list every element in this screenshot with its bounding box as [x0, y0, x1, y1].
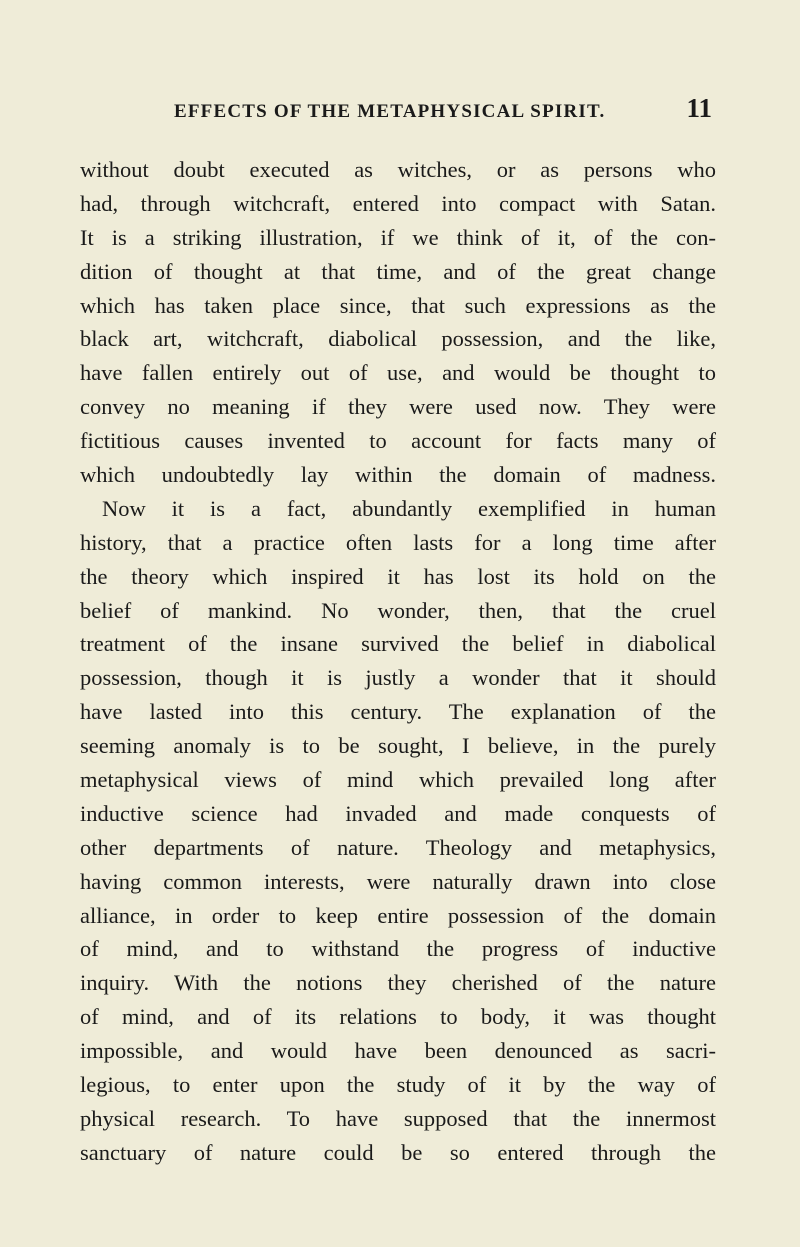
- text-line: black art, witchcraft, diabolical possession, and the like,: [80, 326, 716, 352]
- text-line: of mind, and of its relations to body, it was thought: [80, 1004, 716, 1030]
- text-line: alliance, in order to keep entire possession of the domain: [80, 902, 716, 928]
- text-line: fictitious causes invented to account for facts many of: [80, 428, 716, 454]
- text-line: have lasted into this century. The explanation of the: [80, 699, 716, 725]
- running-title: EFFECTS OF THE METAPHYSICAL SPIRIT.: [174, 101, 606, 122]
- text-line: without doubt executed as witches, or as persons who: [80, 157, 716, 182]
- body-text: [80, 153, 716, 1170]
- text-line: seeming anomaly is to be sought, I believe, in the purely: [80, 733, 716, 759]
- running-head: [80, 93, 712, 129]
- text-line: inductive science had invaded and made conquests of: [80, 800, 716, 826]
- text-line: had, through witchcraft, entered into compact with Satan.: [80, 190, 716, 216]
- text-line: other departments of nature. Theology and metaphysics,: [80, 834, 716, 860]
- text-line: belief of mankind. No wonder, then, that the cruel: [80, 597, 716, 623]
- text-line: convey no meaning if they were used now. They were: [80, 394, 716, 420]
- text-line: dition of thought at that time, and of the great change: [80, 258, 716, 284]
- text-line: which undoubtedly lay within the domain of madness.: [80, 462, 716, 488]
- text-line: impossible, and would have been denounced as sacri-: [80, 1038, 716, 1064]
- text-line: history, that a practice often lasts for a long time after: [80, 529, 716, 555]
- text-line: which has taken place since, that such expressions as the: [80, 292, 716, 318]
- page-number: 11: [686, 93, 712, 123]
- text-line: the theory which inspired it has lost its hold on the: [80, 563, 716, 589]
- text-line: treatment of the insane survived the belief in diabolical: [80, 631, 716, 657]
- text-line: have fallen entirely out of use, and would be thought to: [80, 360, 716, 386]
- text-line: It is a striking illustration, if we think of it, of the con-: [80, 224, 716, 250]
- text-line: metaphysical views of mind which prevailed long after: [80, 767, 716, 793]
- paragraph-start-line: Now it is a fact, abundantly exemplified in human: [102, 495, 716, 521]
- text-line: of mind, and to withstand the progress of inductive: [80, 936, 716, 962]
- text-line: inquiry. With the notions they cherished of the nature: [80, 970, 716, 996]
- text-line: legious, to enter upon the study of it by the way of: [80, 1072, 716, 1098]
- text-line: physical research. To have supposed that the innermost: [80, 1105, 716, 1131]
- text-line: having common interests, were naturally drawn into close: [80, 868, 716, 894]
- text-line: possession, though it is justly a wonder that it should: [80, 665, 716, 691]
- text-line: sanctuary of nature could be so entered through the: [80, 1139, 716, 1165]
